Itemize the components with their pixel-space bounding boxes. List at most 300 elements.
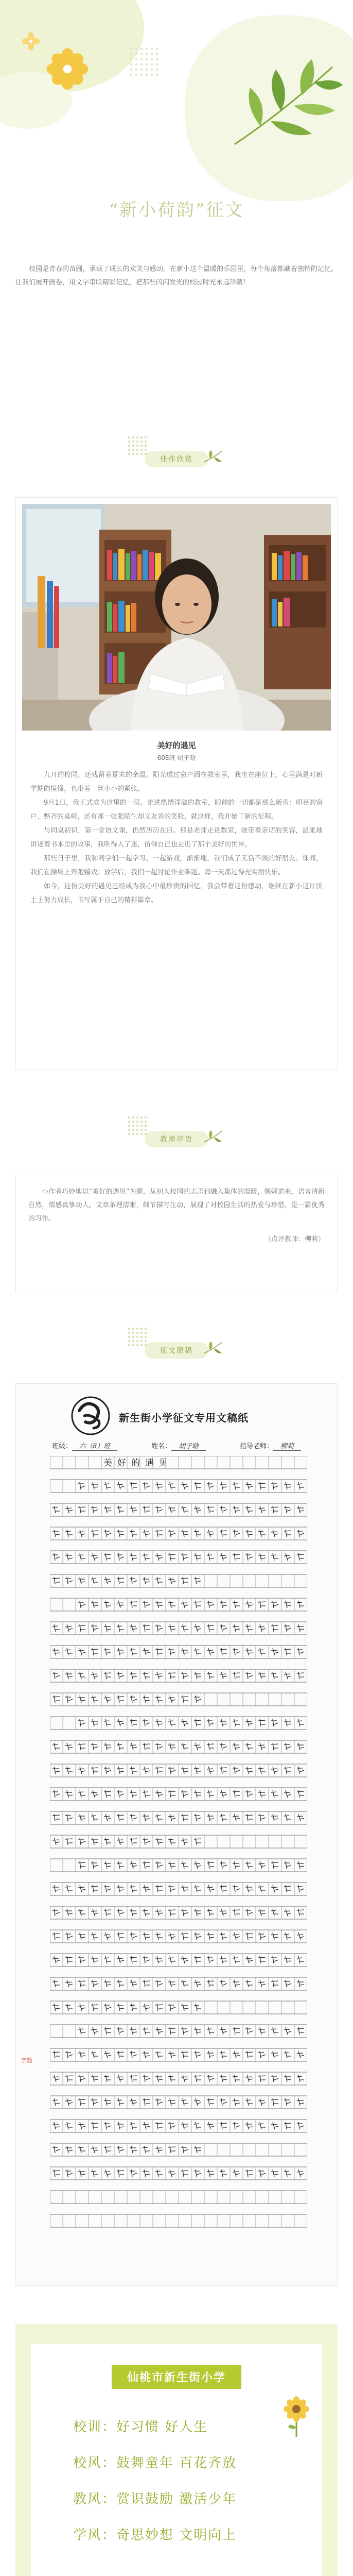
handwriting-char: [284, 2027, 291, 2035]
handwriting-char: [181, 2170, 188, 2177]
handwriting-char: [220, 2098, 227, 2106]
grid-row: [50, 1693, 307, 1706]
handwriting-char: [271, 1743, 278, 1750]
handwriting-char: [233, 2122, 240, 2129]
handwriting-char: [181, 1482, 188, 1489]
handwriting-char: [117, 1861, 124, 1869]
handwriting-char: [284, 1506, 291, 1513]
grid-row: [50, 1646, 307, 1658]
handwriting-char: [284, 1743, 291, 1750]
school-name-label: 仙桃市新生街小学: [112, 2365, 241, 2389]
handwriting-char: [52, 1909, 60, 1916]
handwriting-char: [117, 1696, 124, 1703]
handwriting-char: [168, 1909, 175, 1916]
handwriting-char: [233, 1814, 240, 1821]
handwriting-char: [143, 1530, 150, 1537]
handwriting-char: [258, 2098, 266, 2106]
teacher-comment-sign: （点评教师：柳莉）: [264, 1235, 325, 1243]
handwriting-char: [194, 2027, 201, 2035]
handwriting-char: [258, 1861, 266, 1869]
handwriting-char: [117, 2027, 124, 2035]
handwriting-char: [207, 2122, 214, 2129]
section-tag-pill: [145, 1342, 208, 1359]
handwriting-char: [104, 2146, 111, 2153]
handwriting-char: [258, 2027, 266, 2035]
manuscript-grid-lines: [50, 1456, 307, 2239]
handwriting-char: [117, 1814, 124, 1821]
handwriting-char: [91, 2004, 98, 2011]
handwriting-char: [65, 1743, 73, 1750]
handwriting-char: [245, 1980, 253, 1987]
sunflower-icon: [281, 2396, 312, 2437]
handwriting-char: [117, 1838, 124, 1845]
handwriting-char: [181, 1743, 188, 1750]
handwriting-char: [78, 1648, 85, 1655]
essay-author: 608班 胡子晗: [157, 754, 196, 761]
handwriting-char: [143, 1719, 150, 1726]
handwriting-char: [297, 1530, 304, 1537]
handwriting-char: [207, 1553, 214, 1561]
handwriting-char: [271, 1790, 278, 1798]
handwriting-char: [78, 1672, 85, 1679]
handwriting-char: [143, 2146, 150, 2153]
handwriting-char: [233, 1672, 240, 1679]
handwriting-char: [284, 2075, 291, 2082]
essay-paragraph: 九月的校园，还残留着夏末的余温。阳光透过窗户洒在教室里，我坐在座位上，心里满是对新学期的憧憬，也带着一丝小小的紧张。: [30, 771, 323, 793]
handwriting-char: [220, 1933, 227, 1940]
handwriting-char: [271, 1956, 278, 1963]
handwriting-char: [143, 1861, 150, 1869]
handwriting-char: [130, 1506, 137, 1513]
handwriting-char: [143, 1933, 150, 1940]
handwriting-char: [65, 2098, 73, 2106]
handwriting-char: [233, 2170, 240, 2177]
handwriting-char: [207, 1601, 214, 1608]
handwriting-char: [155, 1767, 163, 1774]
handwriting-char: [52, 1672, 60, 1679]
handwriting-char: [52, 1743, 60, 1750]
handwriting-char: [143, 1672, 150, 1679]
handwriting-char: [117, 1530, 124, 1537]
handwriting-char: [91, 1767, 98, 1774]
school-banner: [15, 2324, 338, 2576]
handwriting-char: [194, 1767, 201, 1774]
handwriting-char: [220, 1506, 227, 1513]
handwriting-char: [181, 2098, 188, 2106]
handwriting-char: [181, 1933, 188, 1940]
handwriting-char: [104, 1506, 111, 1513]
handwriting-char: [207, 1790, 214, 1798]
handwriting-char: [143, 1648, 150, 1655]
handwriting-char: [271, 2051, 278, 2058]
handwriting-char: [181, 1624, 188, 1632]
handwriting-char: [297, 1743, 304, 1750]
handwriting-char: [233, 1601, 240, 1608]
handwriting-char: [207, 2098, 214, 2106]
handwriting-char: [220, 2027, 227, 2035]
handwriting-char: [181, 2075, 188, 2082]
handwriting-char: [258, 2170, 266, 2177]
handwriting-char: [271, 2170, 278, 2177]
handwriting-char: [245, 1648, 253, 1655]
handwriting-char: [168, 2075, 175, 2082]
handwriting-char: [117, 1980, 124, 1987]
handwriting-char: [65, 2051, 73, 2058]
handwriting-char: [194, 2098, 201, 2106]
handwriting-char: [220, 1909, 227, 1916]
handwriting-char: [220, 1885, 227, 1892]
school-name: [31, 2365, 322, 2389]
handwriting-char: [168, 2122, 175, 2129]
handwriting-char: [143, 2170, 150, 2177]
grid-row: [50, 1717, 307, 1730]
handwriting-char: [155, 2051, 163, 2058]
handwriting-char: [78, 1909, 85, 1916]
handwriting-char: [52, 1648, 60, 1655]
handwriting-char: [271, 1482, 278, 1489]
handwriting-char: [207, 2075, 214, 2082]
handwriting-char: [258, 1648, 266, 1655]
handwriting-char: [220, 1861, 227, 1869]
handwriting-char: [194, 1530, 201, 1537]
handwriting-char: [143, 1909, 150, 1916]
handwriting-char: [91, 1814, 98, 1821]
essay-paragraph: 与同桌初识，第一堂语文课，仍然历历在目。那是老师走进教室，她带着亲切的笑容，温柔地讲述着书本里的故事，我听得入了迷，仿佛自己也走进了那个美好的世界。: [30, 827, 323, 849]
handwriting-char: [233, 1482, 240, 1489]
handwriting-char: [258, 1885, 266, 1892]
handwriting-char: [194, 2075, 201, 2082]
handwriting-char: [207, 1672, 214, 1679]
handwriting-char: [233, 1553, 240, 1561]
handwriting-char: [143, 1577, 150, 1584]
handwriting-char: [117, 1672, 124, 1679]
handwriting-char: [143, 2027, 150, 2035]
handwriting-char: [104, 1909, 111, 1916]
handwriting-char: [233, 2075, 240, 2082]
manuscript-class: [52, 1440, 117, 1450]
handwriting-char: [130, 1814, 137, 1821]
grid-row: [50, 2143, 307, 2156]
handwriting-char: [91, 1553, 98, 1561]
handwriting-char: [245, 2098, 253, 2106]
handwriting-char: [297, 1672, 304, 1679]
handwriting-char: [65, 1933, 73, 1940]
handwriting-char: [245, 1885, 253, 1892]
handwriting-char: [271, 1601, 278, 1608]
handwriting-char: [155, 1601, 163, 1608]
handwriting-char: [233, 1956, 240, 1963]
handwriting-char: [168, 1506, 175, 1513]
handwriting-char: [65, 1624, 73, 1632]
handwriting-char: [220, 1482, 227, 1489]
handwriting-char: [233, 1909, 240, 1916]
handwriting-char: [143, 1790, 150, 1798]
handwriting-char: [284, 1933, 291, 1940]
handwriting-char: [117, 2004, 124, 2011]
handwriting-char: [155, 1980, 163, 1987]
handwriting-char: [104, 1696, 111, 1703]
essay-paragraph: 9月1日，我正式成为这里的一员。走进热情洋溢的教室，眼前的一切都是那么新奇：明亮的窗户、整齐的桌椅，还有那一张张陌生却又友善的笑脸。就这样，我开始了新的征程。: [30, 799, 323, 821]
handwriting-char: [194, 1577, 201, 1584]
handwriting-char: [258, 1553, 266, 1561]
handwriting-char: [65, 1956, 73, 1963]
handwriting-char: [65, 1506, 73, 1513]
manuscript-header: [16, 1395, 337, 1436]
manuscript-name-value: 胡子晗: [171, 1443, 206, 1451]
handwriting-char: [78, 2075, 85, 2082]
handwriting-char: [245, 1743, 253, 1750]
handwriting-char: [297, 2051, 304, 2058]
handwriting-char: [143, 1980, 150, 1987]
handwriting-char: [155, 1790, 163, 1798]
handwriting-char: [271, 1506, 278, 1513]
handwriting-char: [104, 2122, 111, 2129]
grid-row: [50, 2191, 307, 2204]
handwriting-char: [181, 2146, 188, 2153]
essay-paragraph: 如今，这份美好的遇见已经成为我心中最珍贵的回忆。我会带着这份感动，继续在新小这片沃土上努力成长，书写属于自己的精彩篇章。: [30, 883, 323, 904]
handwriting-char: [65, 2146, 73, 2153]
handwriting-char: [130, 2004, 137, 2011]
handwriting-char: [52, 2004, 60, 2011]
handwriting-char: [258, 1814, 266, 1821]
school-motto: 学风：奇思妙想 文明向上: [73, 2528, 237, 2543]
handwriting-char: [78, 2027, 85, 2035]
handwriting-char: [104, 1482, 111, 1489]
essay-body: [30, 768, 323, 907]
handwriting-char: [155, 1909, 163, 1916]
handwriting-char: [271, 1672, 278, 1679]
handwriting-char: [181, 1601, 188, 1608]
handwriting-char: [284, 1648, 291, 1655]
handwriting-char: [284, 1624, 291, 1632]
handwriting-char: [52, 1885, 60, 1892]
handwriting-char: [130, 1885, 137, 1892]
handwriting-char: [78, 1719, 85, 1726]
handwriting-char: [233, 1885, 240, 1892]
handwriting-char: [181, 1577, 188, 1584]
handwriting-char: [104, 2098, 111, 2106]
handwriting-char: [130, 1956, 137, 1963]
handwriting-char: [143, 1506, 150, 1513]
handwriting-char: [297, 1506, 304, 1513]
handwriting-char: [194, 1719, 201, 1726]
handwriting-char: [117, 1767, 124, 1774]
handwriting-char: [194, 2122, 201, 2129]
handwriting-char: [207, 1648, 214, 1655]
handwriting-char: [220, 1553, 227, 1561]
handwriting-char: [91, 1838, 98, 1845]
handwriting-char: [194, 1861, 201, 1869]
handwriting-char: [168, 1530, 175, 1537]
handwriting-char: [52, 2051, 60, 2058]
handwriting-char: [91, 2146, 98, 2153]
handwriting-char: [65, 1909, 73, 1916]
grid-row: [50, 1930, 307, 1943]
handwriting-char: [245, 2170, 253, 2177]
handwriting-char: [130, 1719, 137, 1726]
handwriting-char: [284, 1956, 291, 1963]
handwriting-char: [297, 2170, 304, 2177]
handwriting-char: [91, 1506, 98, 1513]
handwriting-char: [297, 2122, 304, 2129]
handwriting-char: [194, 2146, 201, 2153]
handwriting-char: [207, 1933, 214, 1940]
handwriting-char: [117, 2122, 124, 2129]
handwriting-char: [181, 1553, 188, 1561]
handwriting-char: [78, 1790, 85, 1798]
manuscript-teacher: [240, 1440, 301, 1450]
handwriting-char: [91, 1885, 98, 1892]
handwriting-char: [143, 2051, 150, 2058]
handwriting-char: [143, 2098, 150, 2106]
handwriting-char: [245, 1861, 253, 1869]
handwriting-char: [168, 1814, 175, 1821]
grid-row: [50, 1859, 307, 1872]
grid-row: [50, 1906, 307, 1919]
handwriting-char: [117, 1933, 124, 1940]
handwriting-char: [258, 1909, 266, 1916]
leaf-icon: [203, 1340, 223, 1355]
handwriting-char: [78, 1506, 85, 1513]
handwriting-char: [181, 2051, 188, 2058]
handwriting-char: [297, 1933, 304, 1940]
handwriting-char: [181, 1719, 188, 1726]
handwriting-char: [117, 2051, 124, 2058]
handwriting-char: [65, 1648, 73, 1655]
handwriting-char: [91, 2027, 98, 2035]
handwriting-char: [284, 1980, 291, 1987]
handwriting-char: [117, 1648, 124, 1655]
grid-row: [50, 2120, 307, 2132]
section-tag-label: 佳作欣赏: [160, 455, 193, 464]
handwriting-char: [104, 1980, 111, 1987]
handwriting-char: [117, 1624, 124, 1632]
handwriting-char: [194, 1838, 201, 1845]
handwriting-char: [194, 1601, 201, 1608]
handwriting-char: [104, 1767, 111, 1774]
handwriting-char: [78, 1767, 85, 1774]
header-hero: [0, 0, 353, 237]
handwriting-char: [284, 1767, 291, 1774]
handwriting-char: [194, 1909, 201, 1916]
handwriting-char: [284, 2051, 291, 2058]
handwriting-char: [117, 1506, 124, 1513]
handwriting-char: [194, 1814, 201, 1821]
handwriting-char: [220, 2122, 227, 2129]
handwriting-char: [78, 2122, 85, 2129]
handwriting-char: [52, 1577, 60, 1584]
handwriting-char: [91, 1933, 98, 1940]
handwriting-char: [207, 1506, 214, 1513]
handwriting-char: [143, 1885, 150, 1892]
handwriting-char: [143, 2004, 150, 2011]
handwriting-char: [155, 1482, 163, 1489]
handwriting-char: [284, 1601, 291, 1608]
handwriting-char: [181, 2027, 188, 2035]
handwriting-char: [52, 2170, 60, 2177]
flower-icon: [44, 45, 91, 93]
grid-row: [50, 2025, 307, 2038]
handwriting-char: [168, 1648, 175, 1655]
grid-row: [50, 1977, 307, 1990]
handwriting-char: [258, 1790, 266, 1798]
handwriting-char: [233, 1719, 240, 1726]
handwriting-char: [297, 1601, 304, 1608]
handwriting-char: [91, 1672, 98, 1679]
handwriting-char: [233, 1861, 240, 1869]
grid-row: [50, 1954, 307, 1967]
handwriting-char: [52, 1506, 60, 1513]
handwriting-char: [104, 1601, 111, 1608]
handwriting-char: [104, 1624, 111, 1632]
grid-row: [50, 1740, 307, 1753]
handwriting-char: [78, 1933, 85, 1940]
handwriting-char: [52, 1980, 60, 1987]
handwriting-char: [284, 1909, 291, 1916]
handwriting-char: [220, 1648, 227, 1655]
section-tag-manuscript: [0, 1342, 353, 1359]
handwriting-char: [297, 1980, 304, 1987]
handwriting-char: [155, 1814, 163, 1821]
handwriting-char: [143, 2122, 150, 2129]
handwriting-char: [233, 2051, 240, 2058]
handwriting-char: [207, 2051, 214, 2058]
handwriting-char: [245, 2122, 253, 2129]
handwriting-char: [78, 1838, 85, 1845]
handwriting-char: [245, 1933, 253, 1940]
handwriting-char: [130, 1909, 137, 1916]
handwriting-char: [130, 2051, 137, 2058]
handwriting-char: [104, 1933, 111, 1940]
section-tag-comment: [0, 1131, 353, 1147]
handwriting-char: [65, 1980, 73, 1987]
handwriting-char: [143, 2075, 150, 2082]
handwriting-char: [258, 1980, 266, 1987]
handwriting-char: [130, 1861, 137, 1869]
handwriting-char: [194, 1482, 201, 1489]
handwriting-char: [168, 1553, 175, 1561]
grid-row: [50, 1883, 307, 1895]
handwriting-char: [220, 1624, 227, 1632]
handwriting-char: [233, 2098, 240, 2106]
handwriting-char: [284, 2122, 291, 2129]
handwriting-char: [233, 1506, 240, 1513]
handwriting-char: [207, 1624, 214, 1632]
handwriting-char: [181, 1672, 188, 1679]
handwriting-char: [155, 2004, 163, 2011]
section-tag-label: 征文原稿: [160, 1347, 193, 1355]
handwriting-char: [284, 1814, 291, 1821]
handwriting-char: [91, 1956, 98, 1963]
handwriting-char: [271, 1624, 278, 1632]
grid-row: [50, 1456, 307, 1469]
handwriting-char: [155, 1885, 163, 1892]
handwriting-char: [91, 2075, 98, 2082]
decor-dots: [127, 1327, 149, 1348]
handwriting-char: [155, 2098, 163, 2106]
handwriting-char: [143, 1553, 150, 1561]
handwriting-char: [155, 1506, 163, 1513]
handwriting-char: [130, 1933, 137, 1940]
handwriting-char: [258, 1530, 266, 1537]
handwriting-char: [91, 1624, 98, 1632]
handwriting-char: [65, 1790, 73, 1798]
handwriting-char: [297, 1624, 304, 1632]
handwriting-char: [207, 1530, 214, 1537]
handwriting-char: [91, 1577, 98, 1584]
handwriting-char: [52, 1696, 60, 1703]
handwriting-char: [91, 1861, 98, 1869]
